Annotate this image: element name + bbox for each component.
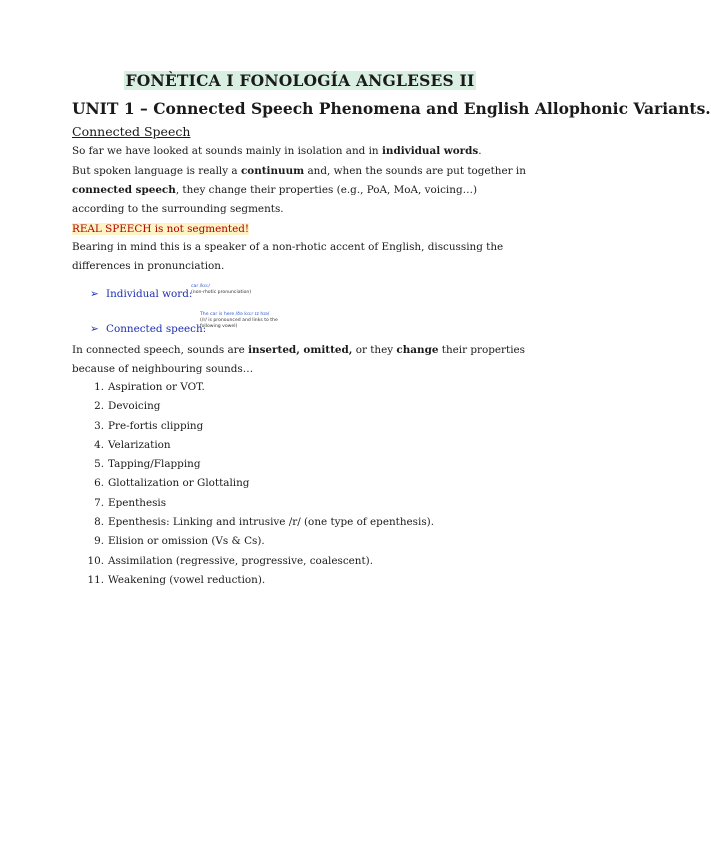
section-heading: Connected Speech bbox=[72, 124, 191, 139]
list-item: 8. Epenthesis: Linking and intrusive /r/ (one type of epenthesis). bbox=[94, 516, 435, 529]
document-title: FONÈTICA I FONOLOGÍA ANGLESES II bbox=[125, 71, 475, 90]
list-item: 1. Aspiration or VOT. bbox=[94, 381, 205, 393]
arrow-bullet-icon: ➢ bbox=[90, 288, 99, 300]
list-item: 6. Glottalization or Glottaling bbox=[94, 477, 250, 490]
connected-speech-example: The car is here /ðə kɑːr ɪz hɪə/ (/r/ is pronounced and links to the following vowel) bbox=[200, 312, 278, 329]
individual-word-example: car /kɑː/ (non-rhotic pronunciation) bbox=[191, 284, 252, 295]
paragraph-continuum: But spoken language is really a continuum and, when the sounds are put together in connected speech, they change their properties (e.g., PoA, MoA, voicing…) according to the surrounding segments. bbox=[72, 165, 526, 215]
list-item: 4. Velarization bbox=[94, 438, 171, 451]
paragraph-changes: In connected speech, sounds are inserted, omitted, or they change their properties because of neighbouring sounds… bbox=[72, 344, 526, 375]
unit-heading: UNIT 1 – Connected Speech Phenomena and English Allophonic Variants. bbox=[72, 99, 711, 118]
bullet-individual-word: ➢ Individual word: bbox=[90, 288, 193, 300]
list-item: 7. Epenthesis bbox=[94, 496, 167, 509]
list-item: 10. Assimilation (regressive, progressive, coalescent). bbox=[87, 554, 374, 567]
arrow-bullet-icon: ➢ bbox=[90, 323, 99, 335]
list-item: 5. Tapping/Flapping bbox=[94, 458, 201, 471]
bullet-connected-speech: ➢ Connected speech: bbox=[90, 323, 207, 335]
list-item: 3. Pre-fortis clipping bbox=[94, 419, 204, 432]
paragraph-intro: So far we have looked at sounds mainly in isolation and in individual words. bbox=[72, 145, 482, 157]
list-item: 9. Elision or omission (Vs & Cs). bbox=[94, 535, 265, 548]
highlight-note: REAL SPEECH is not segmented! bbox=[72, 223, 250, 235]
list-item: 2. Devoicing bbox=[94, 400, 161, 413]
list-item: 11. Weakening (vowel reduction). bbox=[87, 573, 266, 586]
paragraph-non-rhotic: Bearing in mind this is a speaker of a non-rhotic accent of English, discussing the differences in pronunciation. bbox=[72, 241, 504, 272]
phenomena-list bbox=[87, 378, 435, 590]
